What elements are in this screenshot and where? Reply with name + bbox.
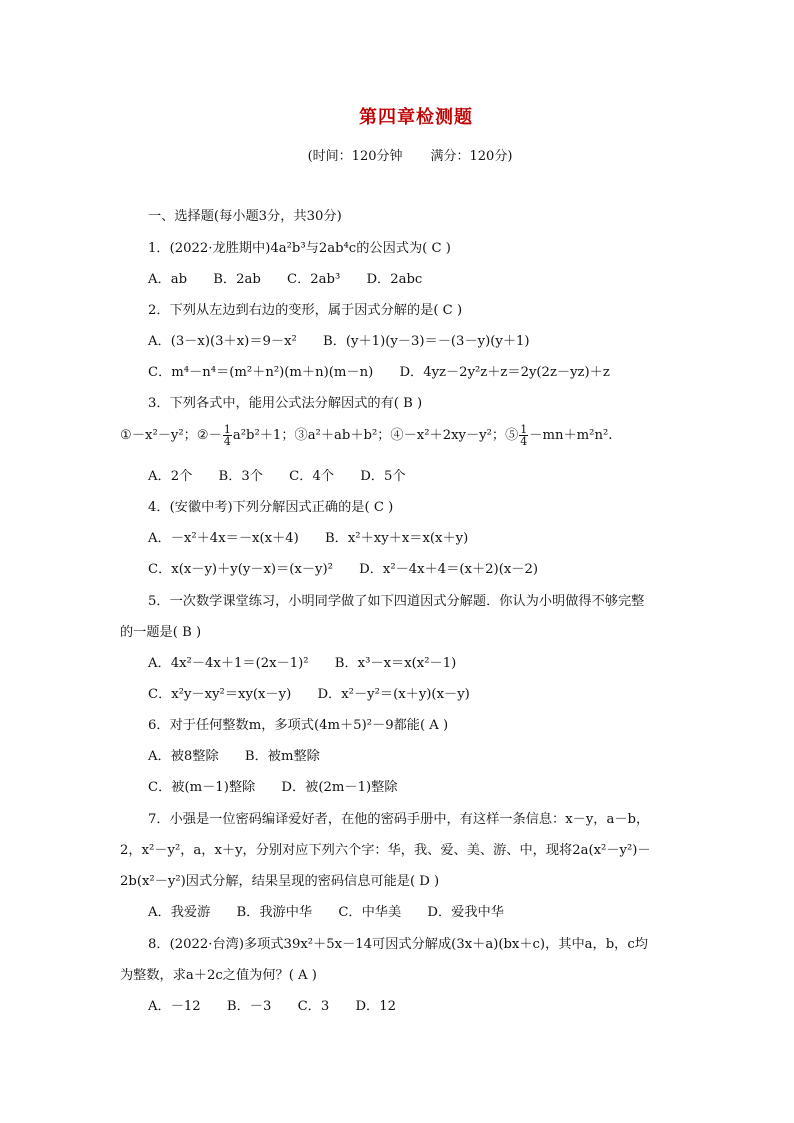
option-b: B．x²＋xy＋x＝x(x＋y)	[324, 531, 469, 546]
time-limit: (时间：120分钟	[307, 149, 403, 164]
question-7-stem-line1: 7．小强是一位密码编译爱好者，在他的密码手册中，有这样一条信息：x－y，a－b，	[148, 812, 650, 827]
fraction-one-quarter	[519, 424, 528, 447]
question-5-stem-line1: 5．一次数学课堂练习，小明同学做了如下四道因式分解题．你认为小明做得不够完整	[148, 594, 645, 609]
full-score: 满分：120分)	[430, 149, 513, 164]
option-d: D．2abc	[366, 272, 423, 287]
option-d: D．被(2m－1)整除	[281, 780, 398, 795]
question-8-options	[148, 998, 396, 1016]
option-b: B．－3	[226, 999, 272, 1014]
option-c: C．3	[297, 999, 330, 1014]
option-a: A．被8整除	[148, 749, 219, 764]
option-c: C．被(m－1)整除	[148, 780, 256, 795]
option-d: D．4yz－2y²z＋z＝2y(2z－yz)＋z	[399, 365, 610, 380]
fraction-one-quarter	[223, 424, 232, 447]
question-4-stem: 4．(安徽中考)下列分解因式正确的是( C )	[148, 500, 394, 515]
option-d: D．12	[355, 999, 396, 1014]
option-c: C．中华美	[338, 905, 402, 920]
question-1-options	[148, 271, 422, 289]
question-3-items	[120, 424, 612, 447]
question-5-options-row2	[148, 686, 470, 704]
question-2-options-row2	[148, 364, 610, 382]
option-b: B．3个	[218, 469, 263, 484]
option-a: A．－12	[148, 999, 201, 1014]
question-4-options-row1	[148, 530, 468, 548]
question-7-options	[148, 904, 504, 922]
option-a: A．4x²－4x＋1＝(2x－1)²	[148, 656, 309, 671]
exam-info	[0, 145, 794, 164]
option-c: C．x(x－y)＋y(y－x)＝(x－y)²	[148, 562, 333, 577]
items-part-b: a²b²＋1；③a²＋ab＋b²；④－x²＋2xy－y²；⑤	[232, 428, 519, 443]
question-8-stem-line1: 8．(2022·台湾)多项式39x²＋5x－14可因式分解成(3x＋a)(bx＋c)，其中a，b，c均	[148, 937, 648, 952]
option-a: A．(3－x)(3＋x)＝9－x²	[148, 334, 297, 349]
option-a: A．ab	[148, 272, 188, 287]
question-7-stem-line3: 2b(x²－y²)因式分解，结果呈现的密码信息可能是( D )	[120, 874, 440, 889]
option-a: A．－x²＋4x＝－x(x＋4)	[148, 531, 299, 546]
option-b: B．(y＋1)(y－3)＝－(3－y)(y＋1)	[323, 334, 530, 349]
question-8-stem-line2: 为整数，求a＋2c之值为何？( A )	[120, 968, 317, 983]
option-b: B．被m整除	[244, 749, 320, 764]
question-7-stem-line2: 2，x²－y²，a，x＋y，分别对应下列六个字：华，我、爱、美、游、中，现将2a(x²－y²)－	[120, 843, 651, 858]
question-1-stem: 1．(2022·龙胜期中)4a²b³与2ab⁴c的公因式为( C )	[148, 241, 451, 256]
option-b: B．2ab	[213, 272, 261, 287]
option-c: C．2ab³	[287, 272, 341, 287]
question-6-stem: 6．对于任何整数m，多项式(4m＋5)²－9都能( A )	[148, 718, 449, 733]
question-6-options-row1	[148, 748, 320, 766]
option-b: B．x³－x＝x(x²－1)	[334, 656, 457, 671]
option-c: C．m⁴－n⁴＝(m²＋n²)(m＋n)(m－n)	[148, 365, 374, 380]
option-d: D．x²－4x＋4＝(x＋2)(x－2)	[359, 562, 538, 577]
items-part-c: －mn＋m²n².	[529, 428, 613, 443]
question-5-stem-line2: 的一题是( B )	[120, 625, 202, 640]
question-3-stem: 3．下列各式中，能用公式法分解因式的有( B )	[148, 396, 423, 411]
page-title: 第四章检测题	[359, 107, 473, 128]
option-a: A．我爱游	[148, 905, 211, 920]
fraction-numerator: 1	[223, 423, 231, 436]
option-d: D．5个	[360, 469, 406, 484]
question-4-options-row2	[148, 561, 538, 579]
option-d: D．爱我中华	[427, 905, 504, 920]
question-5-options-row1	[148, 655, 456, 673]
question-3-options	[148, 468, 406, 486]
option-b: B．我游中华	[236, 905, 313, 920]
fraction-denominator: 4	[520, 435, 528, 448]
items-part-a: ①－x²－y²；②－	[120, 428, 222, 443]
question-2-options-row1	[148, 333, 530, 351]
question-2-stem: 2．下列从左边到右边的变形，属于因式分解的是( C )	[148, 303, 463, 318]
question-6-options-row2	[148, 779, 398, 797]
option-d: D．x²－y²＝(x＋y)(x－y)	[317, 687, 470, 702]
option-a: A．2个	[148, 469, 193, 484]
option-c: C．x²y－xy²＝xy(x－y)	[148, 687, 292, 702]
option-c: C．4个	[289, 469, 335, 484]
fraction-numerator: 1	[520, 423, 528, 436]
fraction-denominator: 4	[223, 435, 231, 448]
section-heading: 一、选择题(每小题3分，共30分)	[148, 209, 342, 224]
